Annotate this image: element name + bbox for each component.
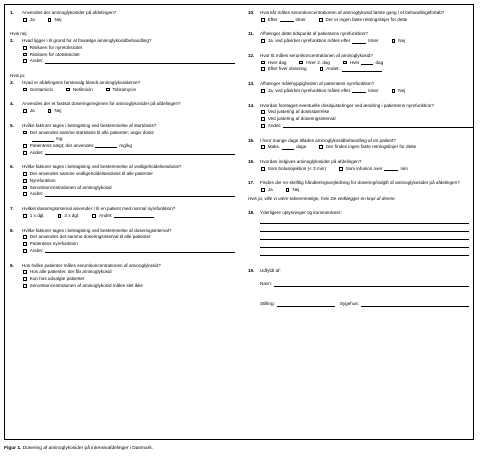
option-ja[interactable]: Ja	[23, 108, 35, 114]
checkbox[interactable]	[23, 18, 27, 22]
question-4: 4. Anvendes der et fastsat doseringsregimen for aminoglykosider på afdelingen? Ja Nej	[10, 101, 181, 114]
option-other[interactable]: Andet:	[23, 58, 235, 64]
checkbox[interactable]	[48, 109, 52, 113]
option-ja[interactable]: Ja	[23, 17, 35, 23]
text-field[interactable]	[45, 192, 235, 197]
option[interactable]: Som bolusinjektion (< 3 min)	[261, 166, 326, 172]
checkbox[interactable]	[392, 89, 396, 93]
option[interactable]: Gentamicin	[23, 87, 53, 93]
option[interactable]: Nej	[392, 88, 406, 94]
option[interactable]: Netilmicin	[66, 87, 93, 93]
checkbox[interactable]	[106, 88, 110, 92]
left-column	[10, 10, 235, 298]
question-1: 1. Anvendes der aminoglykosider på afdelingen? Ja Nej	[10, 10, 117, 22]
option-other[interactable]: Andet:	[92, 213, 156, 219]
checkbox[interactable]	[319, 18, 323, 22]
checkbox[interactable]	[23, 59, 27, 63]
question-9: 9. Hos hvilke patienter måles serumkoncentrationen af aminoglykosid? Hos alle patienter, der får aminoglykosid Kun hos udvalgte patienter Serumkoncentrationen af aminoglykosid måles slet ikke	[10, 263, 235, 289]
option-other[interactable]: Andet:	[261, 123, 473, 129]
option[interactable]: Maks. dage	[261, 144, 306, 150]
option[interactable]: Kun hos udvalgte patienter	[23, 276, 235, 282]
name-field[interactable]	[274, 282, 469, 287]
dose-field-row: mg	[30, 136, 235, 142]
checkbox[interactable]	[261, 39, 265, 43]
option[interactable]: Serumkoncentrationen af aminoglykosid måles slet ikke	[23, 283, 235, 289]
question-2: 2. Hvad ligger i til grund for at fravælge aminoglykosidbehandling? Risikoen for nyretoksicitet Risikoen for ototoksicitet Andet:	[10, 38, 235, 64]
comments-field[interactable]	[260, 216, 473, 256]
checkbox[interactable]	[261, 167, 265, 171]
checkbox[interactable]	[23, 53, 27, 57]
question-7: 7. Hvilket doseringsinterval anvender I til en patient med normal nyrefunktion? 1 x dgl. 3 x dgl. Andet:	[10, 206, 176, 218]
checkbox[interactable]	[23, 109, 27, 113]
option[interactable]: Ja, ved påvirket nyrefunktion måles efter timer	[261, 88, 379, 94]
dose-per-kg-field[interactable]	[95, 143, 117, 148]
checkbox[interactable]	[58, 214, 62, 218]
hospital-field[interactable]	[361, 302, 469, 307]
option[interactable]: Efter timer	[261, 17, 306, 23]
checkbox[interactable]	[261, 145, 265, 149]
condition-label: Hvis ja:	[10, 73, 26, 79]
checkbox[interactable]	[23, 192, 27, 196]
checkbox[interactable]	[339, 167, 343, 171]
option[interactable]: Nyrefunktion	[23, 178, 235, 184]
question-19: 19. Udfyldt af: Navn: Stilling: Sygehus:	[248, 268, 473, 306]
question-18: 18. Yderligere oplysninger og kommentarer:	[248, 210, 473, 257]
option[interactable]: Serumkoncentrationen af aminoglykosid	[23, 185, 235, 191]
option-nej[interactable]: Nej	[48, 17, 62, 23]
question-10: 10. Hvornår måles serumkoncentrationen af aminoglykosid første gang i et behandlingsforløb? Efter timer Der er ingen faste retningslinjer for dette	[248, 10, 445, 22]
option[interactable]: Nej	[392, 38, 406, 44]
question-11: 11. Afhænger dette tidspunkt af patientens nyrefunktion? Ja, ved påvirket nyrefunktion måles efter timer Nej	[248, 31, 406, 44]
checkbox[interactable]	[261, 67, 265, 71]
copy-request-note: Hvis ja, ville vi være taknemmelige, hvis De vedlægger en kopi af denne.	[248, 195, 396, 201]
question-6: 6. Hvilke faktorer tages i betragtning ved bestemmelse af vedligeholdelsesdosis? Der anvendes samme vedligeholdelsesdosis til alle patienter Nyrefunktion Serumkoncentrationen af aminoglykosid Andet:	[10, 164, 235, 197]
checkbox[interactable]	[299, 61, 303, 65]
checkbox[interactable]	[286, 188, 290, 192]
checkbox[interactable]	[23, 179, 27, 183]
checkbox[interactable]	[23, 249, 27, 253]
checkbox[interactable]	[23, 131, 27, 135]
question-16: 16. Hvordan indgives aminoglykosider på afdelingen? Som bolusinjektion (< 3 min) Som infusion over min	[248, 159, 408, 171]
text-field[interactable]	[45, 248, 235, 253]
text-field[interactable]	[283, 123, 473, 128]
option[interactable]: Ja, ved påvirket nyrefunktion måles efter timer	[261, 38, 379, 44]
checkbox[interactable]	[23, 151, 27, 155]
checkbox[interactable]	[319, 145, 323, 149]
checkbox[interactable]	[23, 270, 27, 274]
position-hospital-row: Stilling: Sygehus:	[260, 301, 473, 307]
text-field[interactable]	[45, 150, 235, 155]
option[interactable]: Hos alle patienter, der får aminoglykosid	[23, 269, 235, 275]
option[interactable]: Der anvendes samme startdosis til alle patienter; angiv dosis:	[23, 130, 235, 136]
hours-field[interactable]	[352, 39, 366, 44]
text-field[interactable]	[114, 213, 154, 218]
checkbox[interactable]	[23, 46, 27, 50]
option[interactable]: 1 x dgl.	[23, 213, 45, 219]
option[interactable]: Risikoen for ototoksicitet	[23, 52, 235, 58]
right-column	[248, 10, 473, 316]
checkbox[interactable]	[261, 89, 265, 93]
option-other[interactable]: Andet:	[23, 191, 235, 197]
question-5: 5. Hvilke faktorer tages i betragtning ved bestemmelse af startdosis? Der anvendes samme startdosis til alle patienter; angiv dosis: mg Patientens vægt; der anvendes mg/kg Andet:	[10, 123, 235, 156]
checkbox[interactable]	[23, 235, 27, 239]
option[interactable]: Ved justering af doseringsinterval	[261, 116, 473, 122]
checkbox[interactable]	[23, 242, 27, 246]
question-13: 13. Afhænger målehyppigheden af patientens nyrefunktion? Ja, ved påvirket nyrefunktion måles efter timer Nej	[248, 81, 406, 93]
option[interactable]: Der anvendes det samme doseringsinterval til alle patienter	[23, 234, 235, 240]
checkbox[interactable]	[23, 172, 27, 176]
option[interactable]: Der er ingen faste retningslinjer for dette	[319, 17, 408, 23]
option-other[interactable]: Andet:	[320, 66, 384, 72]
name-row: Navn:	[260, 281, 473, 287]
checkbox[interactable]	[23, 284, 27, 288]
days-field[interactable]	[282, 145, 294, 150]
option[interactable]: Ved justering af dosisstørrelse	[261, 109, 473, 115]
days-field[interactable]	[361, 60, 373, 65]
condition-label: Hvis nej:	[10, 31, 28, 37]
option[interactable]: Der anvendes samme vedligeholdelsesdosis til alle patienter	[23, 171, 235, 177]
option-nej[interactable]: Nej	[48, 108, 62, 114]
checkbox[interactable]	[261, 18, 265, 22]
option-ja[interactable]: Ja	[261, 187, 273, 193]
question-17: 17. Findes der en skriftlig håndteringsvejledning for dosering/indgift af aminoglykosider på afdelingen? Ja Nej	[248, 180, 460, 193]
question-8: 8. Hvilke faktorer tages i betragtning ved bestemmelse af doseringsinterval? Der anvendes det samme doseringsinterval til alle patienter Patientens nyrefunktion Andet:	[10, 228, 235, 254]
figure-caption: Figur 1. Dosering af aminoglykosider på intensivafdelinger i Danmark.	[4, 446, 154, 451]
option-other[interactable]: Andet:	[23, 248, 235, 254]
option[interactable]: Hver dag	[343, 60, 383, 66]
question-3: 3. Hvad er afdelingens førstevalg blandt aminoglykosiderne? Gentamicin Netilmicin Tobramycin	[10, 79, 141, 92]
checkbox[interactable]	[261, 110, 265, 114]
option[interactable]: Efter hver dosering	[261, 66, 307, 72]
hours-field[interactable]	[352, 88, 366, 93]
checkbox[interactable]	[261, 117, 265, 121]
checkbox[interactable]	[66, 88, 70, 92]
option[interactable]: Der findes ingen faste retningslinjer for dette	[319, 144, 416, 150]
option[interactable]: Tobramycin	[106, 87, 136, 93]
minutes-field[interactable]	[384, 166, 398, 171]
option[interactable]: Hver 2. dag	[299, 60, 330, 66]
option[interactable]: 3 x dgl.	[58, 213, 80, 219]
checkbox[interactable]	[343, 61, 347, 65]
checkbox[interactable]	[261, 61, 265, 65]
checkbox[interactable]	[23, 214, 27, 218]
option[interactable]: Patientens vægt; der anvendes mg/kg	[23, 143, 235, 149]
option[interactable]: Risikoen for nyretoksicitet	[23, 45, 235, 51]
checkbox[interactable]	[23, 186, 27, 190]
option[interactable]: Hver dag	[261, 60, 286, 66]
checkbox[interactable]	[23, 277, 27, 281]
checkbox[interactable]	[92, 214, 96, 218]
option[interactable]: Som infusion over min	[339, 166, 408, 172]
option-nej[interactable]: Nej	[286, 187, 300, 193]
position-field[interactable]	[277, 302, 335, 307]
checkbox[interactable]	[23, 144, 27, 148]
checkbox[interactable]	[23, 88, 27, 92]
checkbox[interactable]	[48, 18, 52, 22]
option[interactable]: Patientens nyrefunktion	[23, 241, 235, 247]
checkbox[interactable]	[261, 188, 265, 192]
checkbox[interactable]	[320, 67, 324, 71]
checkbox[interactable]	[261, 124, 265, 128]
checkbox[interactable]	[392, 39, 396, 43]
hours-field[interactable]	[280, 17, 294, 22]
dose-field[interactable]	[32, 137, 54, 142]
option-other[interactable]: Andet:	[23, 150, 235, 156]
question-14: 14. Hvordan foretages eventuelle dosisjusteringer ved ændring i patientens nyrefunktion? Ved justering af dosisstørrelse Ved justering af doseringsinterval Andet:	[248, 103, 473, 129]
question-12: 12. Hvor tit måles serumkoncentrationen af aminoglykosid? Hver dag Hver 2. dag Hver dag Efter hver dosering Andet:	[248, 52, 384, 72]
text-field[interactable]	[342, 67, 382, 72]
question-15: 15. I hvor mange dage tillades aminoglykosidbehandling af en patient? Maks. dage Der findes ingen faste retningslinjer for dette	[248, 137, 417, 150]
text-field[interactable]	[45, 59, 235, 64]
